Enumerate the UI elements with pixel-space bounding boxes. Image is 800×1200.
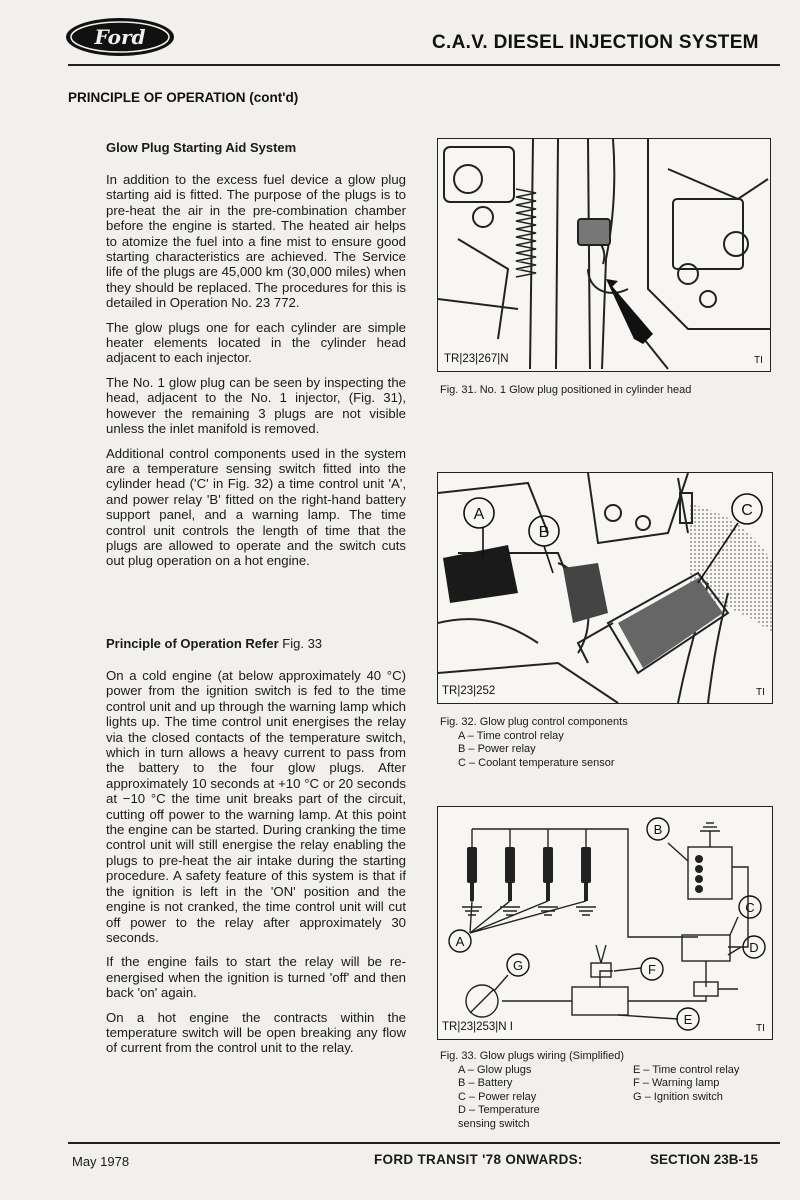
fig33-label-f: F <box>648 962 656 977</box>
fig32-legend-item: B – Power relay <box>458 743 536 755</box>
section-heading: PRINCIPLE OF OPERATION (cont'd) <box>68 90 299 105</box>
glow-heading: Glow Plug Starting Aid System <box>106 140 297 155</box>
fig32-caption <box>440 716 628 770</box>
fig33-legend-item: A – Glow plugs <box>458 1063 532 1076</box>
fig32-ref: TR|23|252 <box>442 685 496 697</box>
principle-heading-text: Principle of Operation Refer <box>106 636 279 651</box>
fig32-label-b: B <box>538 524 550 541</box>
fig31-mark: TI <box>754 355 763 366</box>
fig33-mark: TI <box>756 1023 765 1034</box>
glow-text <box>106 172 406 578</box>
principle-paragraph: On a hot engine the contracts within the temperature switch will be open breaking any flow of current from the control unit to the relay. <box>106 1009 406 1056</box>
fig33-legend-item: G – Ignition switch <box>633 1090 723 1103</box>
fig33-legend-item: D – Temperature sensing switch <box>458 1104 540 1130</box>
fig33-legend-item: F – Warning lamp <box>633 1077 720 1089</box>
principle-heading-ref: Fig. 33 <box>282 636 323 651</box>
footer-section: SECTION 23B-15 <box>650 1152 759 1167</box>
principle-paragraph: If the engine fails to start the relay will be re-energised when the ignition is turned 'off' and then back 'on' again. <box>106 954 406 1001</box>
fig33-label-e: E <box>683 1012 693 1027</box>
fig33-caption <box>440 1050 783 1131</box>
header-rule <box>68 64 780 66</box>
footer-rule <box>68 1142 780 1144</box>
fig32-legend-item: A – Time control relay <box>458 729 564 742</box>
fig33-label-d: D <box>749 940 759 955</box>
fig33-label-a: A <box>455 934 465 949</box>
fig33-legend-item: B – Battery <box>458 1077 513 1089</box>
fig33-legend <box>440 1064 783 1132</box>
figure-33 <box>437 806 773 1040</box>
footer-model: FORD TRANSIT '78 ONWARDS: <box>374 1152 583 1167</box>
fig31-illustration <box>438 139 770 371</box>
principle-heading <box>106 636 322 651</box>
fig33-label-c: C <box>745 900 755 915</box>
fig32-caption-title: Fig. 32. Glow plug control components <box>440 716 628 728</box>
principle-text <box>106 668 406 1065</box>
page-title: C.A.V. DIESEL INJECTION SYSTEM <box>432 32 759 53</box>
glow-paragraph: Additional control components used in the system are a temperature sensing switch fitted into the cylinder head ('C' in Fig. 32) a time control unit 'A', and power relay 'B' fitted on the right-hand battery support panel, and a warning lamp. The time control unit controls the length of time that the plugs are allowed to operate and the switch cuts out plug operation on a hot engine. <box>106 445 406 569</box>
footer-date: May 1978 <box>72 1154 130 1169</box>
fig32-label-c: C <box>741 502 753 519</box>
fig31-caption: Fig. 31. No. 1 Glow plug positioned in cylinder head <box>440 384 692 396</box>
figure-31 <box>437 138 771 372</box>
fig31-ref: TR|23|267|N <box>444 353 509 365</box>
fig33-wiring-diagram <box>438 807 772 1039</box>
glow-paragraph: The glow plugs one for each cylinder are simple heater elements located in the cylinder head adjacent to each injector. <box>106 319 406 366</box>
ford-logo <box>64 16 176 58</box>
principle-paragraph: On a cold engine (at below approximately 40 °C) power from the ignition switch is fed to the time control unit and up through the warning lamp which lights up. The time control unit energises the relay via the closed contacts of the temperature switch, which in turn allows a heavy current to pass from the battery to the four glow plugs. After approximately 10 seconds at +10 °C or 20 seconds at −10 °C the time unit breaks part of the circuit, cutting off power to the warning lamp. At this point the engine can be started. During cranking the time control unit will still energise the relay enabling the plugs to pre-heat the air intake during the starting procedure. A safety feature of this system is that if the ignition is left in the 'ON' position and the engine is not cranked, the time control unit will cut off power to the relay after approximately 30 seconds. <box>106 668 406 945</box>
glow-paragraph: In addition to the excess fuel device a glow plug starting aid is fitted. The purpose of the plugs is to pre-heat the air in the pre-combination chamber before the engine is started. The heated air helps to atomize the fuel into a fine mist to ensure good starting characteristics are achieved. The Service life of the plugs are 45,000 km (30,000 miles) when they should be replaced. The procedures for this is detailed in Operation No. 23 772. <box>106 172 406 311</box>
fig32-legend-item: C – Coolant temperature sensor <box>458 756 615 769</box>
fig32-mark: TI <box>756 687 765 698</box>
logo-text: Ford <box>94 25 146 49</box>
fig33-label-g: G <box>512 958 524 973</box>
glow-paragraph: The No. 1 glow plug can be seen by inspecting the head, adjacent to the No. 1 injector, (Fig. 31), however the remaining 3 plugs are not visible unless the inlet manifold is removed. <box>106 374 406 437</box>
figure-32 <box>437 472 773 704</box>
fig33-ref: TR|23|253|N I <box>442 1021 513 1033</box>
fig32-label-a: A <box>473 506 485 523</box>
fig32-illustration <box>438 473 772 703</box>
fig33-label-b: B <box>653 822 663 837</box>
fig33-caption-title: Fig. 33. Glow plugs wiring (Simplified) <box>440 1050 625 1062</box>
fig33-legend-item: E – Time control relay <box>633 1063 740 1076</box>
fig33-legend-item: C – Power relay <box>458 1090 537 1103</box>
